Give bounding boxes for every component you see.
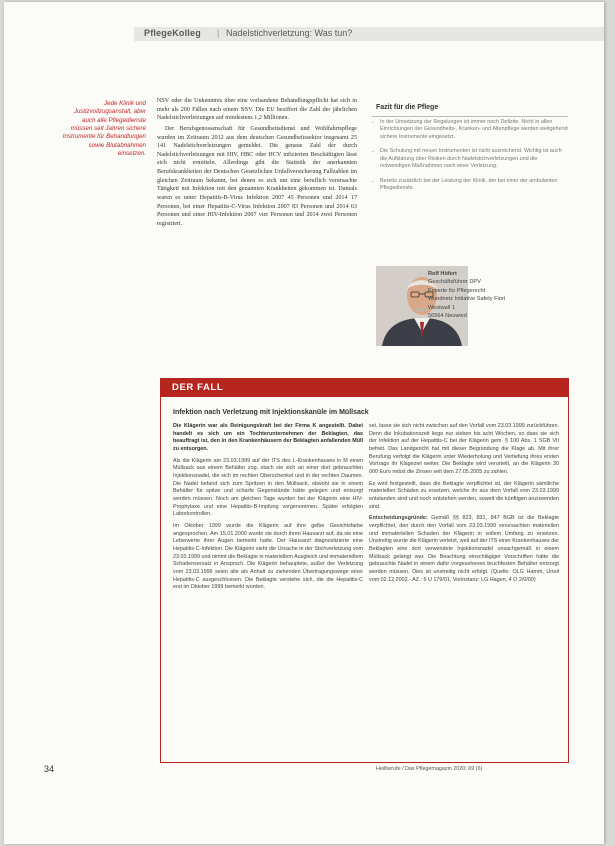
case-column-left xyxy=(173,423,363,596)
fazit-item: → Bereits zusätzlich bei der Leistung der Klinik, der bei einer der ambulanten Pflegedienste. xyxy=(368,178,568,193)
fazit-box xyxy=(368,104,568,244)
case-box xyxy=(160,397,569,763)
case-paragraph-body: Gemäß §§ 823, 831, 847 BGB ist die Beklagte verpflichtet, den durch den Vorfall vom 23.03.1999 verursachten materiellen und immateriellen Schaden der Klägerin in vollem Umfang zu ersetzen. Unstreitig wurde die Klägerin verletzt, weil auf der ITS einer Krankenhauses der Beklagten eine dort verwendete Injektionsnadel unsachgemäß in einem Müllsack gelangt war. Die Beachtung einschlägiger Vorschriften hätte die gebrauchte Nadel in einem dafür vorgesehenen bruchfesten Behälter entsorgt werden müssen. Dies ist unstreitig nicht erfolgt. (Quelle: OLG Hamm, Urteil vom 02.12.2002 - AZ.: 6 U 179/01, Vorinstanz: LG Hagen, 4 O 2/0/00) xyxy=(369,515,559,583)
fazit-list xyxy=(368,119,568,193)
page-number: 34 xyxy=(44,764,55,774)
fazit-item: → Die Schulung mit neuen Instrumenten ist nicht ausreichend. Wichtig ist auch die Aufklärung über Risiken durch Nadelstichverletzungen und die notwendigen Maßnahmen nach einer Verletzung. xyxy=(368,148,568,170)
author-line: Experte für Pflegerecht xyxy=(428,287,486,294)
magazine-page xyxy=(4,2,604,844)
pull-quote: Jede Klinik und Justizvollzugsanstalt, aber auch alle Pflegedienste müssen seit Jahren sichere Instrumente für Behandlungen sowie Blutabnahmen einsetzen. xyxy=(62,100,146,158)
author-name: Rolf Höfert xyxy=(428,271,457,277)
case-paragraph: sei, lasse sie sich nicht zwischen auf den Vorfall vom 23.03.1999 zurückführen. Denn die Inkubationszeit liege nur sieben bis acht Wochen, so dass sie sich der Infektion auf der Hepatitis-C bei der Klägerin gem. § 100 Abs. 1 SGB VII befreit. Das Landgericht hat mit dieser Begründung die Klage ab. Mit ihrer Berufung verfolgt die Klägerin unter Wiederholung und Vertiefung ihres ersten Vortrags ihr Klageziel weiter. Die Beklagte wird verurteilt, an die Klägerin 30 000 Euro nebst die Zinsen seit dem 27.05.2005 zu zahlen. xyxy=(369,423,559,476)
author-info xyxy=(428,270,568,320)
page-header xyxy=(4,2,604,60)
case-paragraph: Als die Klägerin am 23.03.1999 auf der ITS des L-Krankenhauses in M einen Müllsack aus einem Behälter zog, stach sie sich an einer dort gebrauchten Injektionsnadel, die sich im rechten Oberschenkel und in der rechten Daumen. Die Nadel befand sich zum Spritzen in den Müllsack, obwohl sie in einem Behälter für spitze und scharfe Gegenstände hätte gelegen und entsorgt werden müssen. Noch am gleichen Tage wurden bei der Klägerin eine HIV-Prophylaxe und eine Hepatitis-B-Impfung vorgenommen. Später erfolgten Laborkontrollen. xyxy=(173,457,363,518)
fazit-item: → In der Umsetzung der Regelungen ist immer noch Defizite. Nicht in allen Einrichtungen der Gesundheits-, Kranken- und Altenpflege werden weitgehend sichere Instrumente eingesetzt. xyxy=(368,119,568,141)
case-bar xyxy=(160,378,569,397)
case-paragraph: Es wird festgestellt, dass die Beklagte verpflichtet ist, der Klägerin sämtliche materiellen Schäden zu ersetzen, welche ihr aus dem Vorfall vom 23.03.1999 entstanden sind und noch entstehen werden, soweit die künftigen anzuwenden sind. xyxy=(369,480,559,510)
case-paragraph xyxy=(369,515,559,584)
lead-text xyxy=(157,97,357,231)
author-line: Wundnetz Initiative Safety First xyxy=(428,296,505,303)
case-title: Infektion nach Verletzung mit Injektionskanüle im Müllsack xyxy=(173,409,369,416)
lead-paragraph: NSV oder die Unkenntnis über eine vorhandene Behandlungspflicht hat sich in mehr als 200 Fällen nach einem NSV. Die EU beziffert die Zahl der jährlichen Nadelstichverletzungen auf mindestens 1,2 Millionen. xyxy=(157,98,357,122)
case-bar-label: DER FALL xyxy=(172,382,224,393)
fazit-divider xyxy=(372,116,568,117)
case-column-right xyxy=(369,423,559,588)
header-separator: | xyxy=(217,28,220,38)
section-title: Nadelstichverletzung: Was tun? xyxy=(226,28,353,38)
author-line: Geschäftsführer DPV xyxy=(428,279,481,286)
fazit-title: Fazit für die Pflege xyxy=(376,104,439,111)
header-band xyxy=(134,27,604,41)
case-paragraph: Im Oktober 1999 wurde die Klägerin auf ihre gelbe Gesichtsfarbe angesprochen. Am 15.01.2000 wurde sie durch ihren Hausarzt auf, da sie eine Leberwerte ihrer Augen bemerkt hatte. Der Hausarzt diagnostizierte eine Hepatitis-C-Infektion. Die Klägerin sieht die Ursache in der Stichverletzung vom 23.03.1999 und nimmt die Beklagte in materiellem Ausgleich und immateriellem Schadensersatz in Anspruch. Die Klägerin behauptete, außer der Verletzung vom 23.03.1999 seien alle als Anhalt zu ziehenden Übertragungswege einer Hepatitis-C ausgeschlossen. Die Beklagte verstehe sich, die die Hepatitis-C erst im Oktober 1999 bemerkt worden. xyxy=(173,523,363,591)
author-line: 56564 Neuwied xyxy=(428,312,467,319)
author-line: Westwall 1 xyxy=(428,304,455,311)
lead-paragraph: Der Berufsgenossenschaft für Gesundheitsdienst und Wohlfahrtspflege wurden im Zeitraum 2012 aus dem deutschen Gesundheitssektor insgesamt 25 141 Nadelstichverletzungen gemeldet. Die genaue Zahl der durch Nadelstichverletzungen mit HIV, HBC oder HCV infizierten Beschäftigten lässt sich nicht ermitteln. Allerdings gibt die Statistik der anerkannten Berufskrankheiten der Deutschen Gesetzlichen Unfallversicherung Fallzahlen im gleichen Zeitraum bekannt, bei denen es sich um eine beruflich verursachte Tätigkeit mit Infektion mit den genannten Krankheiten gekommen ist. Damals waren es unter Hepatitis-B-Virus Infektion 2007 45 Personen und 2014 17 Personen, bei einer Hepatitis-C-Virus Infektion 2007 83 Personen und 2014 63 Personen und einer HIV-Infektion 2007 vier Personen und 2014 zwei Personen registriert. xyxy=(157,125,357,227)
case-paragraph: Die Klägerin war als Reinigungskraft bei der Firma K angestellt. Dabei handelt es sich um ein Tochterunternehmen der Beklagten, das beauftragt ist, den in den Krankenhäusern der Beklagten anfallenden Müll zu entsorgen. xyxy=(173,423,363,453)
section-kicker: PflegeKolleg xyxy=(144,28,201,38)
journal-footer: Heilberufe / Das Pflegemagazin 2020; 69 (6) xyxy=(376,766,483,772)
case-paragraph-lead: Entscheidungsgründe: xyxy=(369,515,428,522)
